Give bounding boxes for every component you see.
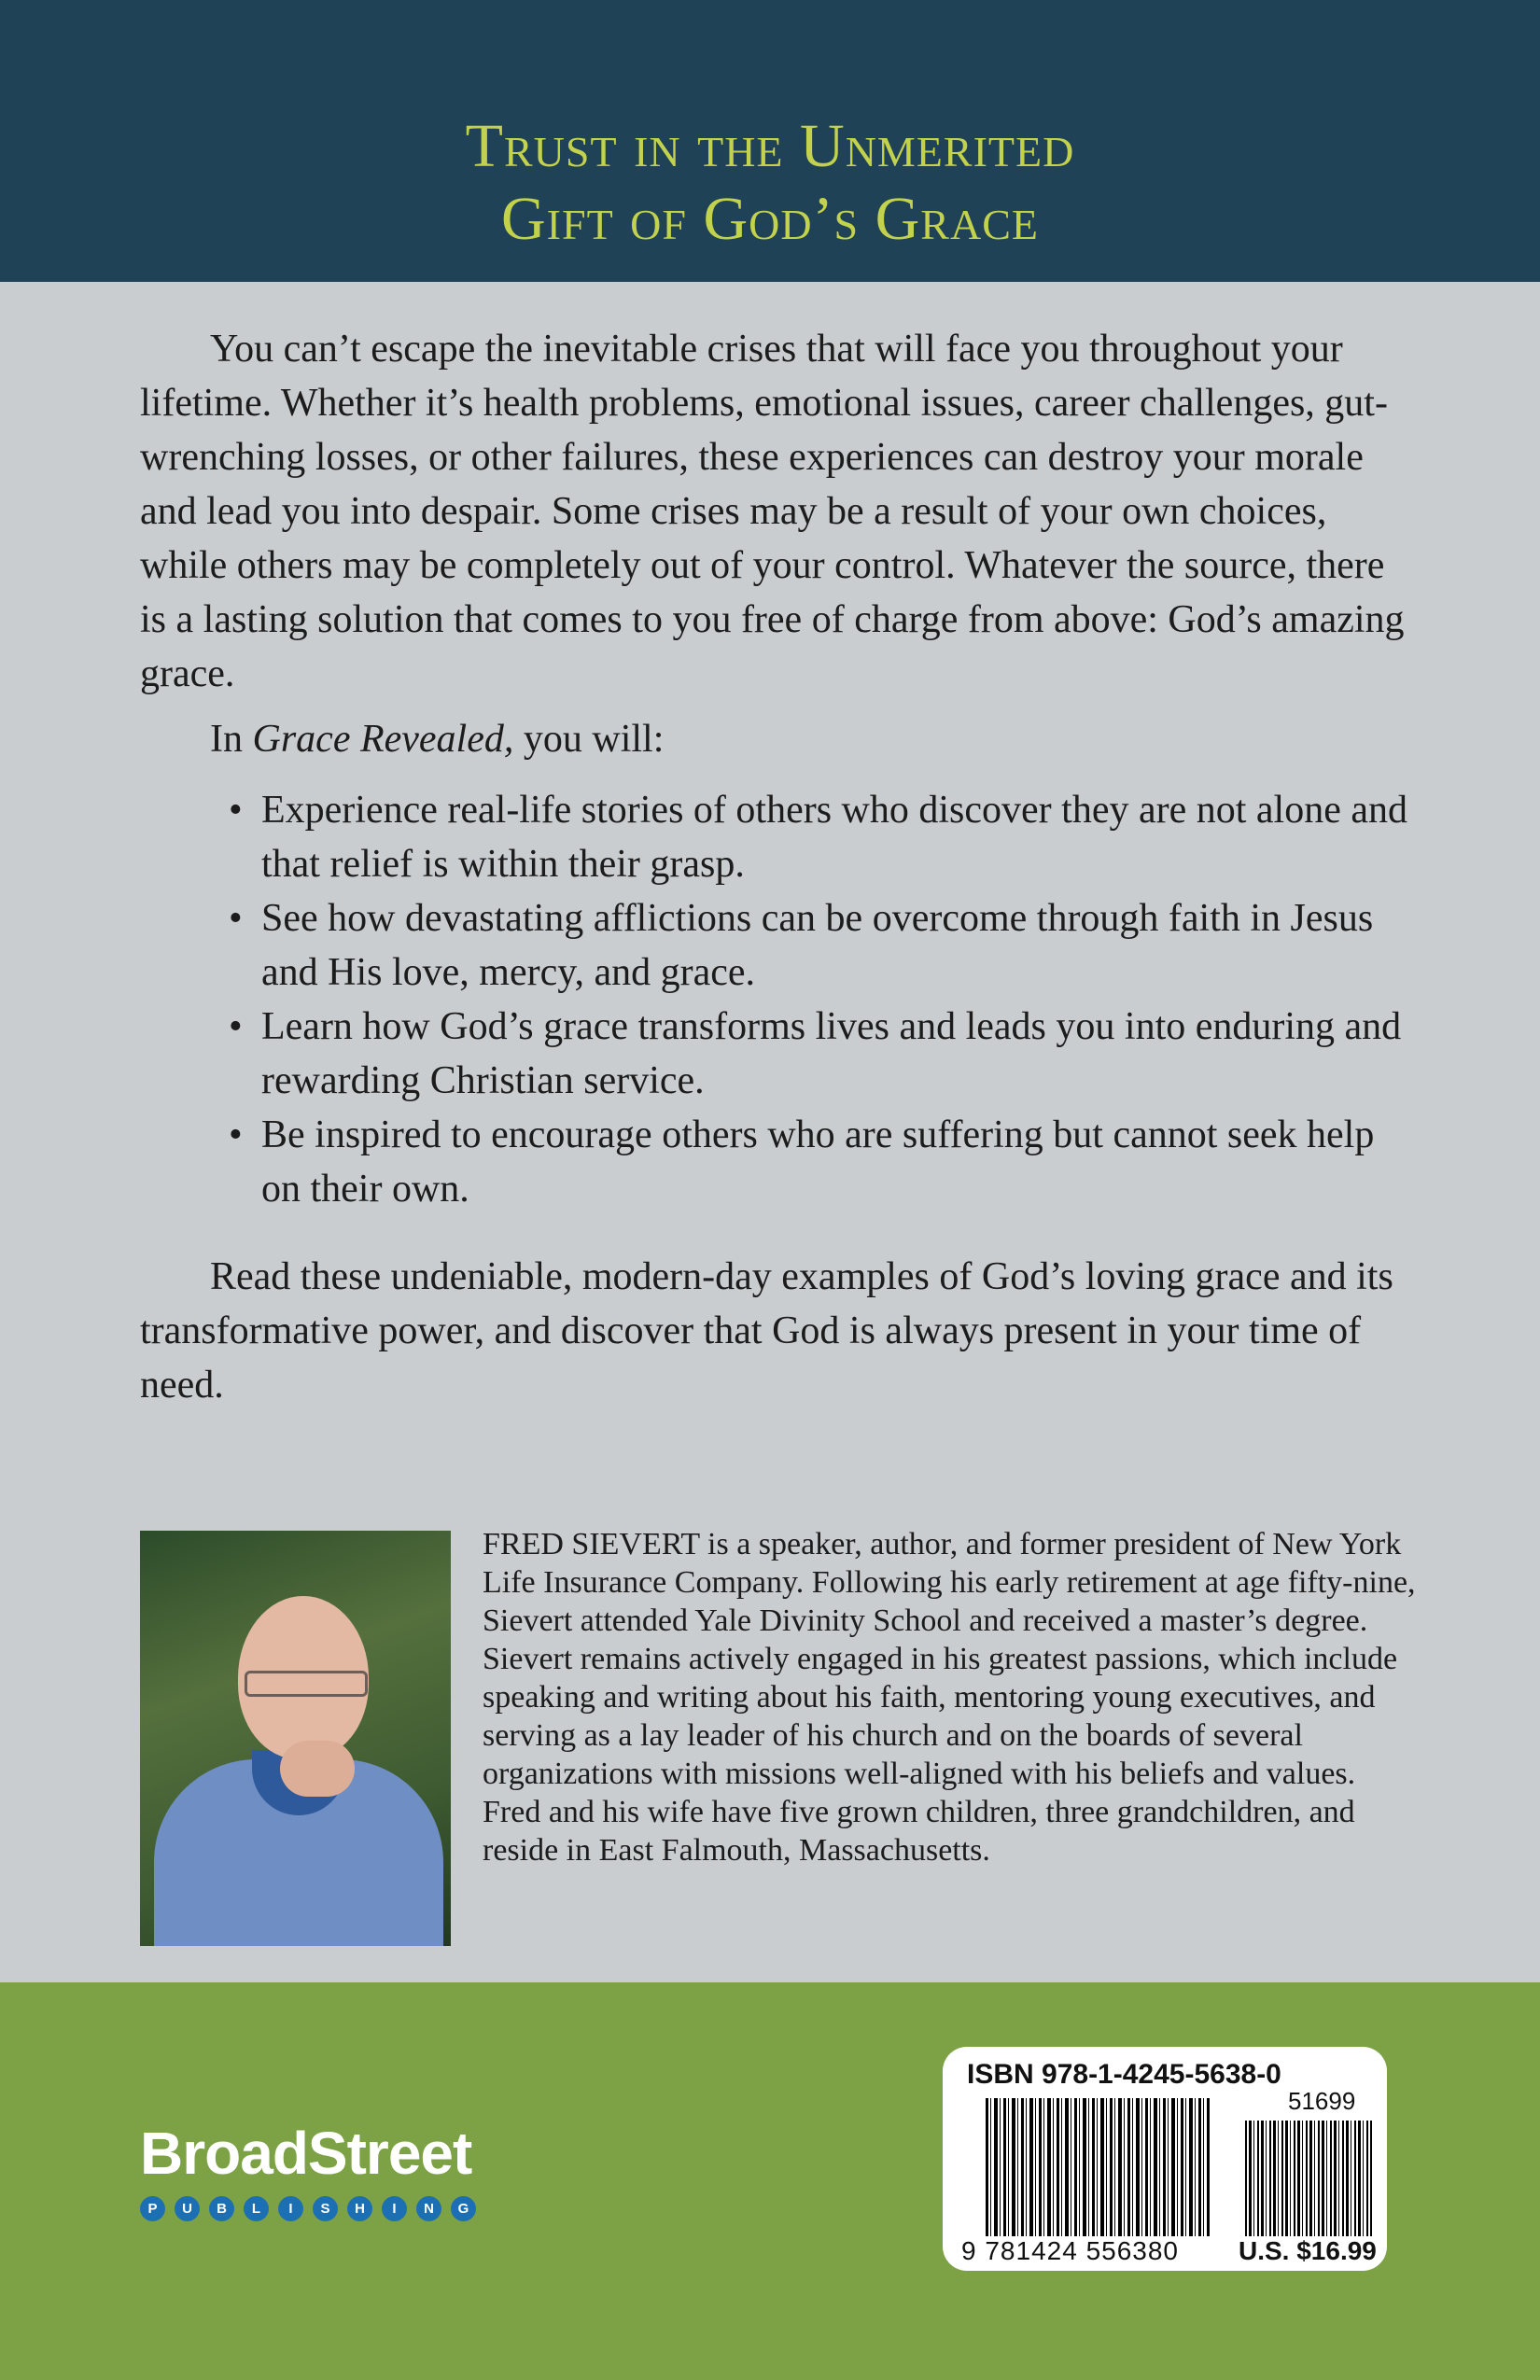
logo-letter: I bbox=[382, 2196, 407, 2221]
list-item-text: Learn how God’s grace transforms lives and leads you into enduring and rewarding Christian service. bbox=[261, 1005, 1402, 1102]
list-item-text: See how devastating afflictions can be overcome through faith in Jesus and His love, mercy, and grace. bbox=[261, 897, 1374, 994]
title-line-1: Trust in the Unmerited bbox=[465, 112, 1075, 180]
cover-copy bbox=[140, 322, 1409, 1412]
closing-paragraph: Read these undeniable, modern-day examples of God’s loving grace and its transformative power, and discover that God is always present in your time of need. bbox=[140, 1255, 1393, 1407]
bullet-icon: • bbox=[229, 789, 243, 832]
logo-letter: G bbox=[451, 2196, 476, 2221]
price-label: U.S. $16.99 bbox=[1239, 2236, 1377, 2265]
logo-letter: H bbox=[347, 2196, 372, 2221]
isbn-text: ISBN 978-1-4245-5638-0 bbox=[967, 2059, 1281, 2090]
logo-letter: L bbox=[244, 2196, 269, 2221]
photo-glasses bbox=[245, 1671, 368, 1697]
list-item bbox=[229, 891, 1409, 1000]
barcode-digits: 9 781424 556380 bbox=[961, 2236, 1179, 2265]
logo-letter: N bbox=[416, 2196, 441, 2221]
photo-hand bbox=[280, 1741, 355, 1797]
benefit-list bbox=[140, 783, 1409, 1216]
bullet-icon: • bbox=[229, 1005, 243, 1048]
author-bio: FRED SIEVERT is a speaker, author, and former president of New York Life Insurance Company. Following his early retirement at age fifty-nine, Sievert attended Yale Divinity School and received a master’s degree. Sievert remains actively engaged in his greatest passions, which include speaking and writing about his faith, mentoring young executives, and serving as a lay leader of his church and on the boards of several organizations with missions well-aligned with his beliefs and values. Fred and his wife have five grown children, three grandchildren, and reside in East Falmouth, Massachusetts. bbox=[483, 1527, 1416, 1868]
publisher-logo: BroadStreet bbox=[140, 2120, 472, 2187]
barcode-addon-icon bbox=[1245, 2121, 1372, 2236]
publisher-logo-subtitle bbox=[140, 2196, 476, 2221]
bullet-icon: • bbox=[229, 897, 243, 940]
list-item bbox=[229, 783, 1409, 891]
intro-suffix: you will: bbox=[513, 718, 665, 761]
logo-letter: P bbox=[140, 2196, 165, 2221]
list-item bbox=[229, 1108, 1409, 1216]
title-line-2: Gift of God’s Grace bbox=[501, 185, 1039, 253]
bullet-icon: • bbox=[229, 1113, 243, 1156]
logo-letter: S bbox=[313, 2196, 338, 2221]
barcode-icon bbox=[986, 2098, 1210, 2236]
cover-title bbox=[0, 110, 1540, 256]
logo-letter: B bbox=[209, 2196, 234, 2221]
book-title: Grace Revealed, bbox=[252, 718, 514, 761]
paragraph-1: You can’t escape the inevitable crises that will face you throughout your lifetime. Whether it’s health problems, emotional issues, career challenges, gut-wrenching losses, or other failures, these experiences can destroy your morale and lead you into despair. Some crises may be a result of your own choices, while others may be completely out of your control. Whatever the source, there is a lasting solution that comes to you free of charge from above: God’s amazing grace. bbox=[140, 328, 1405, 695]
barcode-addon-number: 51699 bbox=[1288, 2087, 1356, 2115]
list-item-text: Experience real-life stories of others who discover they are not alone and that relief is within their grasp. bbox=[261, 789, 1408, 886]
logo-letter: I bbox=[278, 2196, 303, 2221]
intro-line bbox=[140, 712, 1409, 766]
logo-letter: U bbox=[175, 2196, 200, 2221]
list-item bbox=[229, 1000, 1409, 1108]
list-item-text: Be inspired to encourage others who are suffering but cannot seek help on their own. bbox=[261, 1113, 1375, 1211]
intro-prefix: In bbox=[210, 718, 253, 761]
author-photo bbox=[140, 1531, 451, 1946]
